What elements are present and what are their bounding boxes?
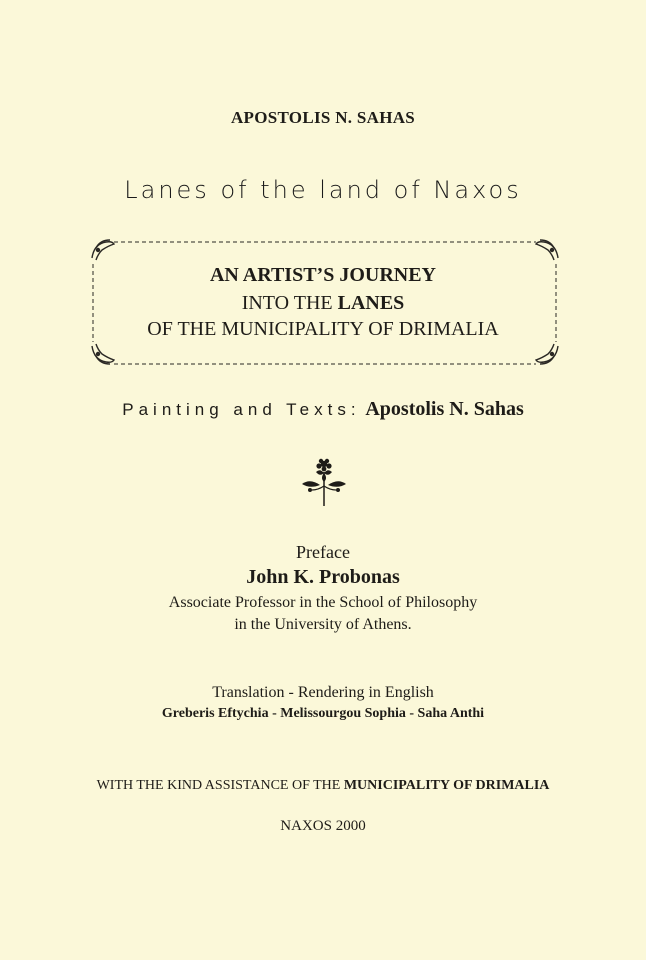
preface-role-line2: in the University of Athens. [234,616,412,633]
assistance-credit [0,778,646,794]
journey-title-line1: AN ARTIST’S JOURNEY [209,264,436,286]
preface-author: John K. Probonas [246,566,400,588]
assistance-municipality: MUNICIPALITY OF DRIMALIA [343,778,550,793]
book-subtitle: Lanes of the land of Naxos [124,176,522,204]
author-name: APOSTOLIS N. SAHAS [230,108,416,127]
journey-line2-bold: LANES [337,292,405,314]
painting-label: Painting and Texts: [122,400,361,419]
flower-ornament-icon [298,456,350,508]
place-and-year: NAXOS 2000 [280,818,366,834]
corner-ornament-icon [92,240,114,260]
journey-title-line2 [0,292,646,315]
corner-ornament-icon [536,344,558,364]
assistance-prefix: WITH THE KIND ASSISTANCE OF THE [96,778,344,793]
journey-line2-text: INTO THE [241,292,338,314]
preface-role-line1: Associate Professor in the School of Philosophy [168,594,478,611]
translation-heading: Translation - Rendering in English [212,684,434,701]
translation-names: Greberis Eftychia - Melissourgou Sophia - Saha Anthi [161,706,485,721]
corner-ornament-icon [92,344,114,364]
corner-ornament-icon [536,240,558,260]
painting-credit [0,398,646,421]
preface-heading: Preface [296,542,350,562]
painting-artist-name: Apostolis N. Sahas [365,398,524,420]
journey-title-line3: OF THE MUNICIPALITY OF DRIMALIA [147,318,499,340]
